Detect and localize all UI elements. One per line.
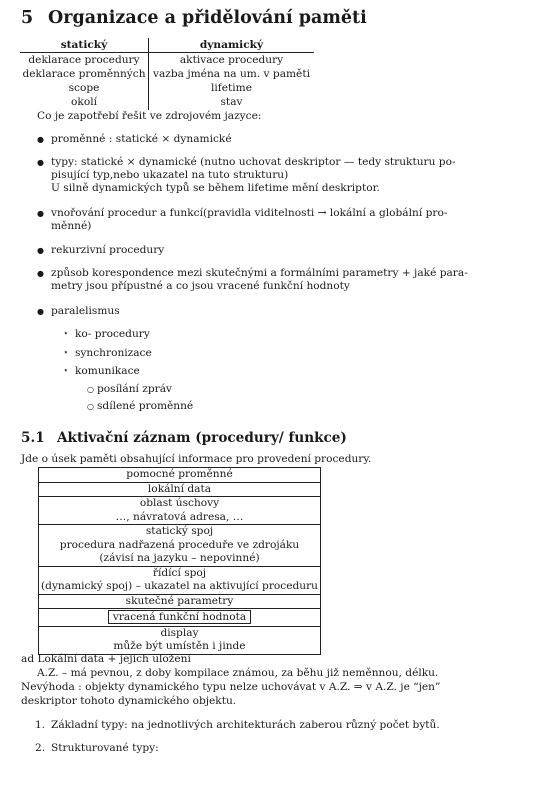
list-item: způsob korespondence mezi skutečnými a formálními parametry + jaké para- [51,267,468,279]
paragraph: Nevýhoda : objekty dynamického typu nelze uchovávat v A.Z. ⇒ v A.Z. je “jen” [21,681,441,693]
ar-row-static-link: statický spoj procedura nadřazená proceduře ve zdrojáku (závisí na jazyku – nepovinné) [39,524,320,566]
compare-table [20,38,314,110]
table-cell: okolí [71,96,97,108]
list-item: vnořování procedur a funkcí(pravidla viditelnosti → lokální a globální pro- [51,207,448,219]
circle-bullet-icon: ○ [87,402,94,411]
activation-record-diagram [38,467,321,655]
section-title: Organizace a přidělování paměti [48,8,367,28]
ar-row-return-value: vracená funkční hodnota [39,608,320,626]
table-cell: deklarace procedury [28,54,140,66]
table-cell: lifetime [211,82,252,94]
circle-bullet-icon: ○ [87,385,94,394]
table-cell: deklarace proměnných [22,68,146,80]
list-item: typy: statické × dynamické (nutno uchovat deskriptor — tedy strukturu po- [51,156,456,168]
subsection-title: Aktivační záznam (procedury/ funkce) [57,430,347,446]
list-item-continued: měnné) [51,220,92,232]
ar-row-display: display může být umístěn i jinde [39,626,320,654]
list-item: rekurzivní procedury [51,244,165,256]
ar-row-local-data: lokální data [39,482,320,497]
table-cell: stav [220,96,243,108]
sub-list-item: synchronizace [75,347,152,359]
bullet-icon: ● [37,209,44,218]
bullet-icon: ● [37,246,44,255]
section-heading [21,7,367,29]
paragraph: ad Lokální data + jejich uložení [21,653,191,665]
bullet-icon: ● [37,158,44,167]
sub-sub-list-item: sdílené proměnné [97,400,194,412]
numbered-item: Základní typy: na jednotlivých architekturách zaberou různý počet bytů. [51,719,440,731]
paragraph: deskriptor tohoto dynamického objektu. [21,695,237,707]
bullet-icon: ● [37,307,44,316]
subsection-number: 5.1 [21,430,45,446]
ar-row-control-link: řídící spoj (dynamický spoj) – ukazatel na aktivující proceduru [39,566,320,594]
table-cell: vazba jména na um. v paměti [153,68,310,80]
numbered-item-number: 2. [35,742,46,754]
ar-intro-text: Jde o úsek paměti obsahující informace pro provedení procedury. [21,453,372,465]
list-item: proměnné : statické × dynamické [51,133,232,145]
list-item: paralelismus [51,305,120,317]
bullet-icon: ● [37,269,44,278]
paragraph: A.Z. – má pevnou, z doby kompilace známou, za běhu již neměnnou, délku. [37,667,439,679]
list-item-continued: pisující typ,nebo ukazatel na tuto strukturu) [51,169,289,181]
numbered-item: Strukturované typy: [51,742,159,754]
list-item-continued: metry jsou přípustné a co jsou vracené funkční hodnoty [51,280,350,292]
table-cell: aktivace procedury [179,54,284,66]
star-bullet-icon: ⋆ [63,366,69,376]
list-item-continued: U silně dynamických typů se během lifetime mění deskriptor. [51,182,380,194]
star-bullet-icon: ⋆ [63,348,69,358]
star-bullet-icon: ⋆ [63,329,69,339]
ar-row-actual-params: skutečné parametry [39,594,320,609]
numbered-item-number: 1. [35,719,46,731]
sub-list-item: komunikace [75,365,140,377]
sub-sub-list-item: posílání zpráv [97,383,172,395]
ar-row-helper-vars: pomocné proměnné [126,468,233,480]
section-number: 5 [21,8,34,28]
subsection-heading [21,429,347,447]
table-header-static: statický [60,39,108,51]
table-cell: scope [68,82,100,94]
table-header-dynamic: dynamický [199,39,264,51]
sub-list-item: ko- procedury [75,328,150,340]
intro-text: Co je zapotřebí řešit ve zdrojovém jazyce: [37,110,262,122]
ar-row-save-area: oblast úschovy …, návratová adresa, … [39,496,320,524]
bullet-icon: ● [37,135,44,144]
